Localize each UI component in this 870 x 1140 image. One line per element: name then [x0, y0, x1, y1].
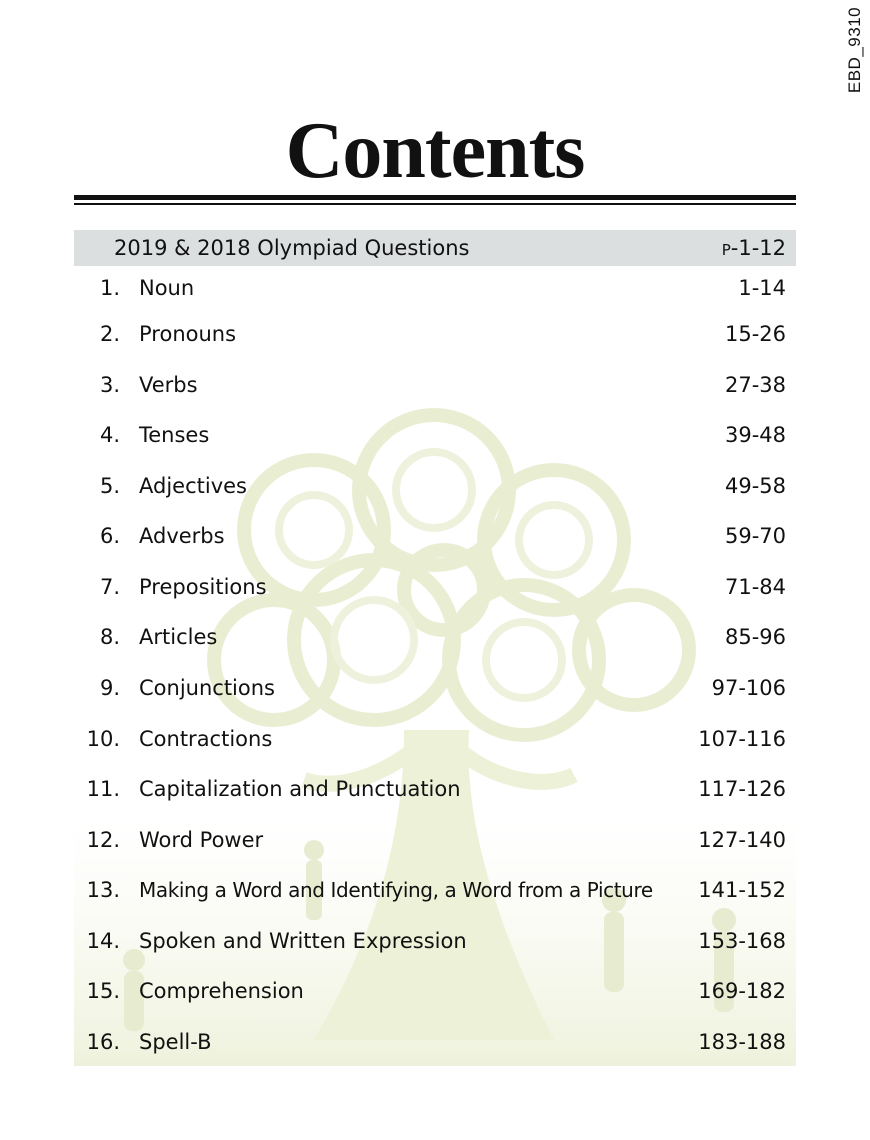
chapter-pages: 49-58 — [724, 474, 786, 498]
chapter-title: Noun — [139, 276, 195, 300]
chapter-number: 14. — [86, 929, 120, 953]
toc-entry[interactable] — [74, 615, 796, 659]
chapter-number: 7. — [99, 575, 120, 599]
toc-entry[interactable] — [74, 919, 796, 963]
chapter-title: Adjectives — [139, 474, 247, 498]
olympiad-questions-pages — [722, 236, 786, 260]
toc-entry[interactable] — [74, 312, 796, 356]
chapter-title: Pronouns — [139, 322, 237, 346]
chapter-title: Prepositions — [139, 575, 267, 599]
chapter-title: Articles — [139, 625, 218, 649]
title-rule-thin — [74, 203, 796, 205]
olympiad-questions-title: 2019 & 2018 Olympiad Questions — [114, 236, 470, 260]
olympiad-questions-row[interactable] — [74, 230, 796, 266]
chapter-title: Comprehension — [139, 979, 304, 1003]
title-rule-thick — [74, 195, 796, 200]
chapter-title: Spoken and Written Expression — [139, 929, 467, 953]
chapter-title: Verbs — [139, 373, 198, 397]
chapter-title: Conjunctions — [139, 676, 275, 700]
chapter-number: 15. — [86, 979, 120, 1003]
chapter-number: 11. — [86, 777, 120, 801]
toc-entry[interactable] — [74, 868, 796, 912]
chapter-number: 9. — [99, 676, 120, 700]
chapter-number: 5. — [99, 474, 120, 498]
chapter-pages: 59-70 — [724, 524, 786, 548]
chapter-title: Making a Word and Identifying, a Word from a Picture — [139, 878, 653, 902]
chapter-pages: 15-26 — [724, 322, 786, 346]
chapter-pages: 27-38 — [724, 373, 786, 397]
chapter-pages: 39-48 — [724, 423, 786, 447]
olympiad-pages-range: -1-12 — [730, 236, 786, 260]
chapter-title: Tenses — [139, 423, 210, 447]
toc-entry[interactable] — [74, 464, 796, 508]
toc-entry[interactable] — [74, 413, 796, 457]
chapter-number: 2. — [99, 322, 120, 346]
toc-entry[interactable] — [74, 969, 796, 1013]
toc-entry[interactable] — [74, 767, 796, 811]
chapter-pages: 71-84 — [724, 575, 786, 599]
toc-entry[interactable] — [74, 717, 796, 761]
chapter-pages: 1-14 — [738, 276, 786, 300]
chapter-title: Contractions — [139, 727, 273, 751]
toc-entry[interactable] — [74, 514, 796, 558]
chapter-number: 16. — [86, 1030, 120, 1054]
chapter-title: Adverbs — [139, 524, 225, 548]
chapter-number: 8. — [99, 625, 120, 649]
book-code — [840, 0, 870, 100]
chapter-number: 12. — [86, 828, 120, 852]
olympiad-pages-prefix: P — [721, 241, 731, 259]
chapter-pages: 107-116 — [698, 727, 786, 751]
chapter-number: 6. — [99, 524, 120, 548]
chapter-pages: 183-188 — [698, 1030, 786, 1054]
chapter-number: 10. — [86, 727, 120, 751]
chapter-number: 4. — [99, 423, 120, 447]
chapter-pages: 97-106 — [711, 676, 786, 700]
chapter-number: 3. — [99, 373, 120, 397]
chapter-number: 13. — [86, 878, 120, 902]
toc-entry[interactable] — [74, 818, 796, 862]
chapter-pages: 127-140 — [698, 828, 786, 852]
chapter-number: 1. — [99, 276, 120, 300]
chapter-pages: 117-126 — [698, 777, 786, 801]
toc-entry[interactable] — [74, 1020, 796, 1064]
toc-entry[interactable] — [74, 363, 796, 407]
chapter-title: Word Power — [139, 828, 264, 852]
page-title: Contents — [285, 107, 585, 195]
toc-entry[interactable] — [74, 666, 796, 710]
toc-entry[interactable] — [74, 266, 796, 310]
chapter-title: Spell-B — [139, 1030, 212, 1054]
chapter-pages: 153-168 — [698, 929, 786, 953]
chapter-pages: 169-182 — [698, 979, 786, 1003]
chapter-title: Capitalization and Punctuation — [139, 777, 461, 801]
toc-entry[interactable] — [74, 565, 796, 609]
book-code-text: EBD_9310 — [845, 6, 865, 94]
chapter-pages: 85-96 — [724, 625, 786, 649]
chapter-pages: 141-152 — [698, 878, 786, 902]
